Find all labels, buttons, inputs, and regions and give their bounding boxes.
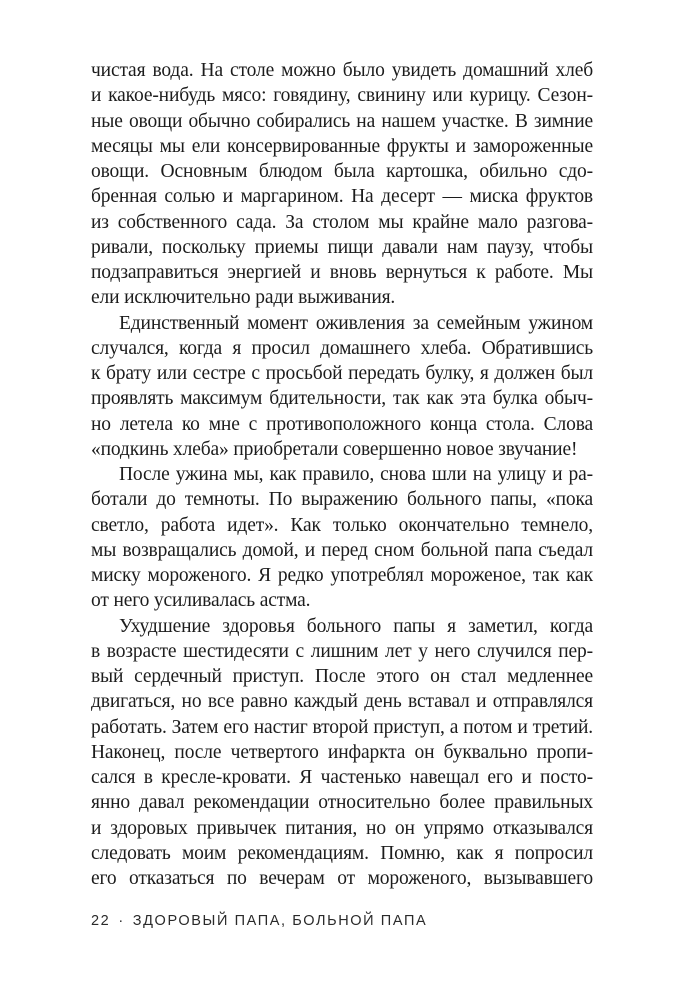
text-line: и какое-нибудь мясо: говядину, свинину или курицу. Сезон-: [91, 85, 593, 107]
running-footer: [91, 913, 427, 929]
text-line: После ужина мы, как правило, снова шли на улицу и ра-: [119, 464, 593, 485]
text-line: к брату или сестре с просьбой передать булку, я должен был: [91, 363, 593, 384]
text-line: случался, когда я просил домашнего хлеба. Обратившись: [91, 337, 593, 359]
text-line: вый сердечный приступ. После этого он стал медленнее: [91, 666, 593, 687]
text-line: двигаться, но все равно каждый день вставал и отправлялся: [91, 691, 593, 713]
text-line: работать. Затем его настиг второй приступ, а потом и третий.: [91, 716, 593, 738]
text-line: чистая вода. На столе можно было увидеть домашний хлеб: [91, 60, 593, 81]
text-line: подзаправиться энергией и вновь вернуться к работе. Мы: [91, 262, 593, 283]
paragraph-2: [91, 311, 593, 463]
text-line: ели исключительно ради выживания.: [91, 287, 396, 309]
text-line: Ухудшение здоровья больного папы я заметил, когда: [119, 615, 593, 637]
text-line: Единственный момент оживления за семейным ужином: [119, 312, 593, 334]
text-line: из собственного сада. За столом мы крайне мало разгова-: [91, 211, 593, 233]
text-line: Наконец, после четвертого инфаркта он буквально пропи-: [91, 741, 593, 763]
text-line: от него усиливалась астма.: [91, 590, 311, 612]
text-line: «подкинь хлеба» приобретали совершенно новое звучание!: [91, 438, 578, 460]
text-line: миску мороженого. Я редко употреблял мороженое, так как: [91, 565, 593, 586]
text-line: его отказаться по вечерам от мороженого, вызывавшего: [91, 868, 593, 889]
text-line: в возрасте шестидесяти с лишним лет у него случился пер-: [91, 640, 593, 662]
text-line: следовать моим рекомендациям. Помню, как я попросил: [91, 842, 593, 864]
text-line: и здоровых привычек питания, но он упрямо отказывался: [91, 817, 593, 839]
body-text: [91, 58, 593, 891]
text-line: бренная солью и маргарином. На десерт — миска фруктов: [91, 186, 593, 208]
text-line: месяцы мы ели консервированные фрукты и замороженные: [91, 135, 593, 157]
paragraph-1: [91, 58, 593, 311]
text-line: ривали, поскольку приемы пищи давали нам паузу, чтобы: [91, 236, 593, 258]
text-line: проявлять максимум бдительности, так как эта булка обыч-: [91, 388, 593, 410]
footer-separator: ·: [118, 913, 125, 929]
text-line: светло, работа идет». Как только окончательно темнело,: [91, 514, 593, 536]
text-line: овощи. Основным блюдом была картошка, обильно сдо-: [91, 161, 593, 182]
text-line: сался в кресле-кровати. Я частенько навещал его и посто-: [91, 767, 593, 788]
page-number: 22: [91, 913, 111, 929]
text-line: но летела ко мне с противоположного конца стола. Слова: [91, 413, 593, 435]
paragraph-3: [91, 462, 593, 614]
text-line: ботали до темноты. По выражению больного папы, «пока: [91, 489, 593, 511]
text-line: янно давал рекомендации относительно более правильных: [91, 792, 593, 814]
text-line: мы возвращались домой, и перед сном больной папа съедал: [91, 539, 593, 561]
text-line: ные овощи обычно собирались на нашем участке. В зимние: [91, 110, 593, 132]
paragraph-4: [91, 614, 593, 892]
running-title: ЗДОРОВЫЙ ПАПА, БОЛЬНОЙ ПАПА: [132, 913, 428, 929]
